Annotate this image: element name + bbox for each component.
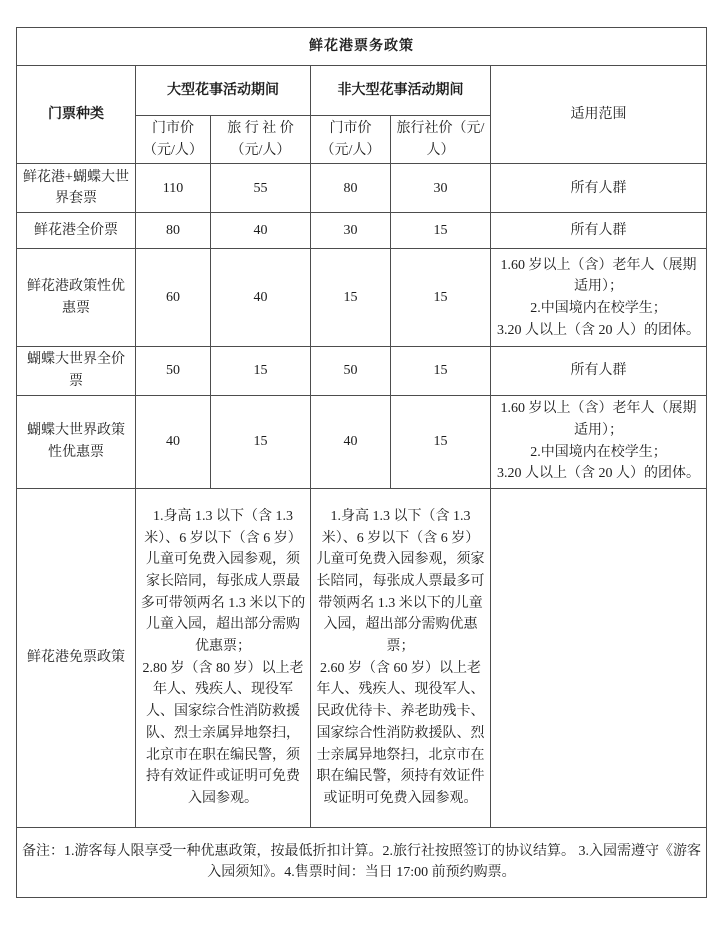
ticket-type-cell: 鲜花港免票政策 <box>17 488 136 827</box>
price-cell: 60 <box>136 249 211 347</box>
list-line: 2.80 岁（含 80 岁）以上老年人、残疾人、现役军人、国家综合性消防救援队、烈士亲属异地祭扫，北京市在职在编民警，须持有效证件或证明可免费入园参观。 <box>142 660 304 806</box>
price-cell: 15 <box>211 347 311 395</box>
table-title: 鲜花港票务政策 <box>17 28 707 66</box>
list-line: 3.20 人以上（含 20 人）的团体。 <box>497 466 700 482</box>
price-cell: 15 <box>391 395 491 488</box>
col-header-ticket-type: 门票种类 <box>17 66 136 164</box>
list-line: 2.60 岁（含 60 岁）以上老年人、残疾人、现役军人、民政优待卡、养老助残卡、国家综合性消防救援队、烈士亲属异地祭扫，北京市在职在编民警，须持有效证件或证明可免费入园参观。 <box>316 660 485 806</box>
col-header-agency-price-non-major: 旅行社价（元/人） <box>391 116 491 164</box>
list-line: 1.身高 1.3 以下（含 1.3 米）、6 岁以下（含 6 岁）儿童可免费入园参观，须家长陪同，每张成人票最多可带领两名 1.3 米以下的儿童入园，超出部分需购优惠票； <box>140 508 306 655</box>
ticket-type-cell: 鲜花港+蝴蝶大世界套票 <box>17 164 136 213</box>
col-header-retail-price-non-major: 门市价（元/人） <box>311 116 391 164</box>
scope-cell: 所有人群 <box>491 347 707 395</box>
table-row <box>17 347 707 395</box>
table-row-remarks <box>17 827 707 897</box>
table-row <box>17 213 707 249</box>
list-line: 2.中国境内在校学生； <box>530 300 667 316</box>
scope-cell <box>491 249 707 347</box>
list-line: 1.60 岁以上（含）老年人（展期适用）； <box>500 401 697 439</box>
col-header-retail-price-major: 门市价（元/人） <box>136 116 211 164</box>
col-header-major-period: 大型花事活动期间 <box>136 66 311 116</box>
price-cell: 40 <box>311 395 391 488</box>
price-cell: 50 <box>136 347 211 395</box>
ticket-type-cell: 蝴蝶大世界政策性优惠票 <box>17 395 136 488</box>
list-line: 1.60 岁以上（含）老年人（展期适用）； <box>500 257 697 295</box>
price-cell: 80 <box>136 213 211 249</box>
price-cell: 15 <box>391 213 491 249</box>
table-row <box>17 164 707 213</box>
remarks-text: 备注：1.游客每人限享受一种优惠政策，按最低折扣计算。2.旅行社按照签订的协议结算。 3.入园需遵守《游客入园须知》。4.售票时间：当日 17:00 前预约购票。 <box>17 827 707 897</box>
col-header-non-major-period: 非大型花事活动期间 <box>311 66 491 116</box>
price-cell: 15 <box>311 249 391 347</box>
list-line: 1.身高 1.3 以下（含 1.3 米）、6 岁以下（含 6 岁）儿童可免费入园参观，须家长陪同，每张成人票最多可带领两名 1.3 米以下的儿童入园，超出部分需购优惠票； <box>316 508 485 655</box>
price-cell: 30 <box>391 164 491 213</box>
price-cell: 40 <box>211 249 311 347</box>
price-cell: 30 <box>311 213 391 249</box>
col-header-agency-price-major: 旅 行 社 价（元/人） <box>211 116 311 164</box>
scope-cell: 所有人群 <box>491 164 707 213</box>
ticket-type-cell: 鲜花港全价票 <box>17 213 136 249</box>
table-row <box>17 249 707 347</box>
list-line: 2.中国境内在校学生； <box>530 444 667 460</box>
ticket-policy-table <box>16 27 707 898</box>
ticket-type-cell: 鲜花港政策性优惠票 <box>17 249 136 347</box>
price-cell: 50 <box>311 347 391 395</box>
free-policy-major-period-cell <box>136 488 311 827</box>
price-cell: 15 <box>391 249 491 347</box>
scope-cell: 所有人群 <box>491 213 707 249</box>
price-cell: 40 <box>136 395 211 488</box>
col-header-scope: 适用范围 <box>491 66 707 164</box>
price-cell: 40 <box>211 213 311 249</box>
price-cell: 15 <box>391 347 491 395</box>
price-cell: 110 <box>136 164 211 213</box>
table-row <box>17 395 707 488</box>
free-policy-non-major-period-cell <box>311 488 491 827</box>
price-cell: 80 <box>311 164 391 213</box>
price-cell: 55 <box>211 164 311 213</box>
scope-cell-empty <box>491 488 707 827</box>
list-line: 3.20 人以上（含 20 人）的团体。 <box>497 322 700 338</box>
table-row-free-policy <box>17 488 707 827</box>
scope-cell <box>491 395 707 488</box>
price-cell: 15 <box>211 395 311 488</box>
ticket-type-cell: 蝴蝶大世界全价票 <box>17 347 136 395</box>
